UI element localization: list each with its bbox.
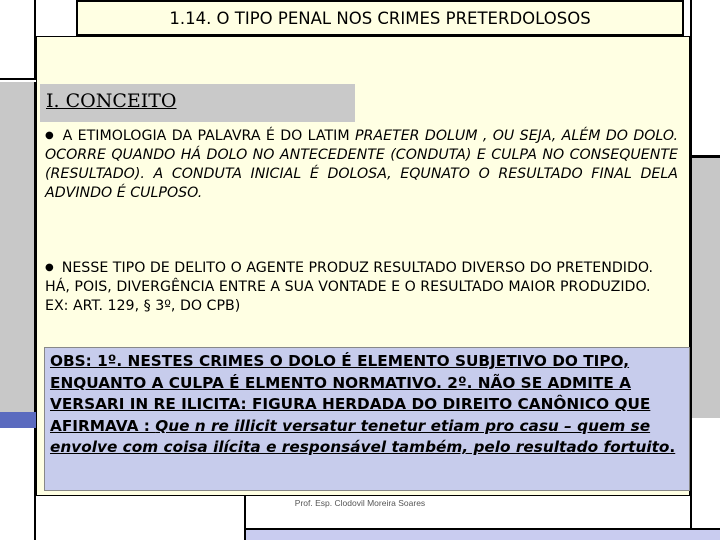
bullet-icon: ● [45,130,55,141]
left-block-top [0,0,36,80]
right-block-bottom [690,418,720,540]
obs-italic: Que n re illicit versatur tenetur etiam pro casu – quem se envolve com coisa ilícita e responsável também, pelo resultado fortuito [50,416,670,456]
obs-bold: OBS: 1º. NESTES CRIMES O DOLO É ELEMENTO SUBJETIVO DO TIPO, ENQUANTO A CULPA É ELMENTO NORMATIVO. 2º. NÃO SE ADMITE A VERSARI IN RE ILICITA: FIGURA HERDADA DO DIREITO CANÔNICO QUE AFIRMAVA : [50,352,651,435]
left-block-gray [0,82,36,412]
paragraph2-text: NESSE TIPO DE DELITO O AGENTE PRODUZ RESULTADO DIVERSO DO PRETENDIDO. HÁ, POIS, DIVERGÊNCIA ENTRE A SUA VONTADE E O RESULTADO MAIOR PRODUZIDO. EX: ART. 129, § 3º, DO CPB) [45,260,654,314]
right-divider [690,155,720,158]
right-block-gray [690,158,720,418]
right-block-top [690,0,720,156]
paragraph1-italic: PRAETER DOLUM , OU SEJA, ALÉM DO DOLO. OCORRE QUANDO HÁ DOLO NO ANTECEDENTE (CONDUTA) E CULPA NO CONSEQUENTE (RESULTADO). A CONDUTA INICIAL É DOLOSA, EQUNATO O RESULTADO FINAL DELA ADVINDO É CULPOSO. [45,128,678,201]
slide-title: 1.14. O TIPO PENAL NOS CRIMES PRETERDOLOSOS [169,8,591,28]
title-box [76,0,684,36]
left-block-blue [0,412,36,428]
left-block-bottom [0,428,36,540]
paragraph-etymology [45,126,678,203]
obs-end: . [669,438,676,456]
obs-text [50,351,680,459]
section-heading: I. CONCEITO [46,90,177,112]
paragraph1-plain: A ETIMOLOGIA DA PALAVRA É DO LATIM [62,128,355,144]
footer-author: Prof. Esp. Clodovil Moreira Soares [294,498,426,508]
bullet-icon: ● [45,262,54,273]
paragraph-delito [45,258,678,316]
section-heading-box [40,84,355,122]
bottom-bar [246,528,720,540]
